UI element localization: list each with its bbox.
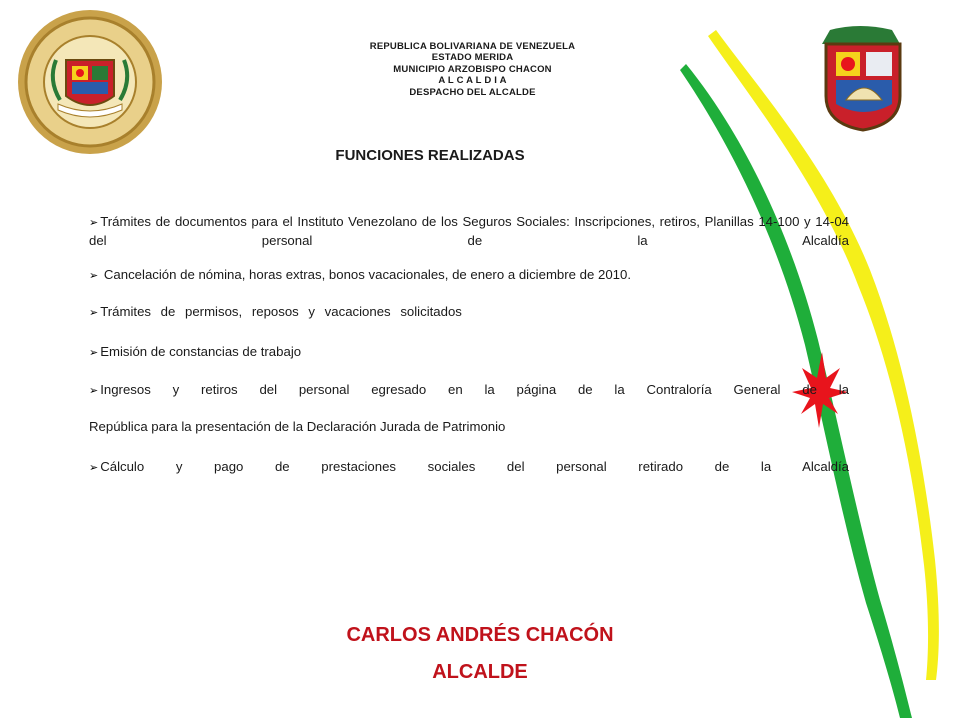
list-item: ➢ Cálculo y pago de prestaciones sociales del personal retirado de la Alcaldía [89, 459, 849, 474]
list-item: ➢ Cancelación de nómina, horas extras, bonos vacacionales, de enero a diciembre de 2010. [89, 267, 631, 282]
letterhead [300, 41, 645, 98]
signer-role: ALCALDE [432, 661, 528, 683]
arrow-bullet-icon: ➢ [89, 270, 99, 282]
list-item: ➢ Emisión de constancias de trabajo [89, 344, 302, 359]
arrow-bullet-icon: ➢ [89, 462, 99, 474]
list-item: ➢ Trámites de documentos para el Instituto Venezolano de los Seguros Sociales: Inscripciones, retiros, Planillas 14-100 y 14-04 del personal de la Alcaldía [89, 214, 849, 248]
header-line-alcaldia: A L C A L D I A [438, 75, 507, 87]
arrow-bullet-icon: ➢ [89, 307, 99, 319]
arrow-bullet-icon: ➢ [89, 385, 99, 397]
municipal-seal-logo [18, 10, 162, 154]
header-line-state: ESTADO MERIDA [431, 52, 514, 64]
header-line-office: DESPACHO DEL ALCALDE [409, 86, 536, 98]
header-line-municipality: MUNICIPIO ARZOBISPO CHACON [393, 63, 552, 75]
arrow-bullet-icon: ➢ [89, 217, 99, 229]
coat-of-arms-logo [822, 26, 900, 130]
arrow-bullet-icon: ➢ [89, 347, 99, 359]
list-item: ➢ Ingresos y retiros del personal egresado en la página de la Contraloría General de la [89, 382, 849, 397]
header-line-republic: REPUBLICA BOLIVARIANA DE VENEZUELA [369, 41, 576, 52]
list-item: ➢ Trámites de permisos, reposos y vacaciones solicitados [89, 304, 462, 319]
list-item-continuation: República para la presentación de la Declaración Jurada de Patrimonio [89, 419, 506, 434]
signer-name: CARLOS ANDRÉS CHACÓN [346, 624, 614, 646]
document-title: FUNCIONES REALIZADAS [335, 147, 525, 164]
